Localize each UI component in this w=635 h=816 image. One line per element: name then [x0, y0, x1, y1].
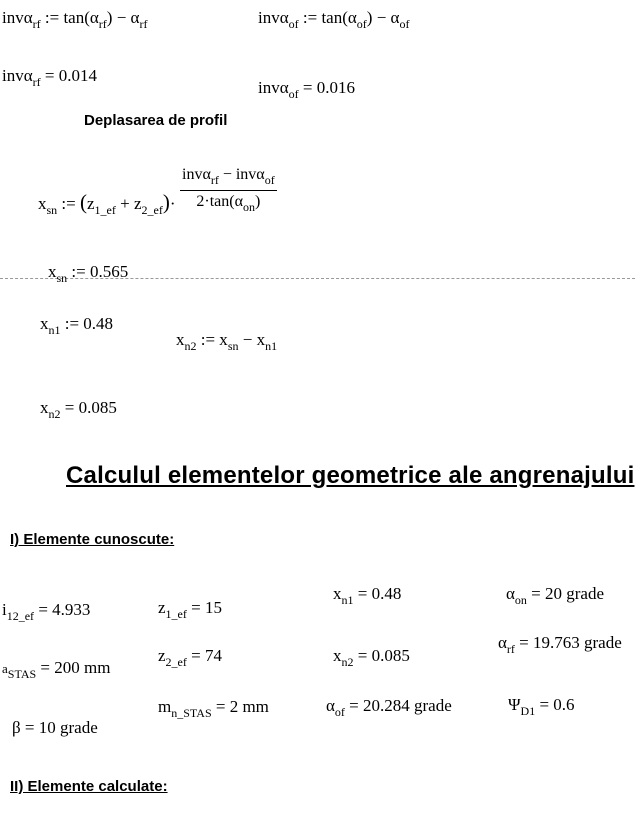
xsn-fraction-denominator: $2\cdot\tan(\alpha_{on})$: [196, 193, 261, 214]
known-xn1: $x_{n1} = 0.48$: [333, 584, 402, 607]
known-psi-d1: $\Psi_{D1} = 0.6$: [508, 695, 575, 718]
known-alpha-of: $\alpha_{of} = 20.284$ grade: [326, 696, 452, 719]
xn1-definition: $x_{n1}$ := 0.48: [40, 314, 114, 337]
inv-alpha-of-definition: invα$_{of}$ := $\tan(\alpha_{of}) - \alpha_{of}$: [258, 8, 410, 31]
known-z1-ef: $z_{1\_ef} = 15$: [158, 598, 222, 621]
inv-alpha-of-value: invα$_{of}$ = 0.016: [258, 78, 355, 101]
inv-alpha-rf-value: invα$_{rf}$ = 0.014: [2, 66, 97, 89]
xn2-value: $x_{n2} = 0.085$: [40, 398, 117, 421]
fraction-bar: [180, 190, 277, 191]
xsn-definition-lhs: $x_{sn}$ := $(z_{1\_ef} + z_{2\_ef})\cdot$: [38, 190, 176, 217]
xsn-fraction-numerator: invα$_{rf}$ − invα$_{of}$: [182, 166, 275, 187]
xn2-definition: $x_{n2}$ := $x_{sn} - x_{n1}$: [176, 330, 278, 353]
known-i12-ef: $i_{12\_ef} = 4.933$: [2, 600, 91, 623]
calculated-elements-heading: II) Elemente calculate:: [10, 778, 168, 795]
xsn-fraction: [180, 166, 277, 215]
known-beta: β = 10 grade: [12, 718, 98, 737]
known-alpha-rf: $\alpha_{rf} = 19.763$ grade: [498, 633, 622, 656]
known-z2-ef: $z_{2\_ef} = 74$: [158, 646, 222, 669]
xsn-value: $x_{sn}$ := 0.565: [48, 262, 129, 285]
main-title: Calculul elementelor geometrice ale angrenajului: [66, 462, 635, 489]
known-a-stas: $a_{STAS} = 200$ mm: [2, 658, 111, 681]
inv-alpha-rf-definition: invα$_{rf}$ := $\tan(\alpha_{rf}) - \alpha_{rf}$: [2, 8, 148, 31]
known-alpha-on: $\alpha_{on} = 20$ grade: [506, 584, 605, 607]
known-mn-stas: $m_{n\_STAS} = 2$ mm: [158, 697, 269, 720]
known-xn2: $x_{n2} = 0.085$: [333, 646, 410, 669]
profile-shift-heading: Deplasarea de profil: [84, 112, 228, 129]
known-elements-heading: I) Elemente cunoscute:: [10, 531, 175, 548]
